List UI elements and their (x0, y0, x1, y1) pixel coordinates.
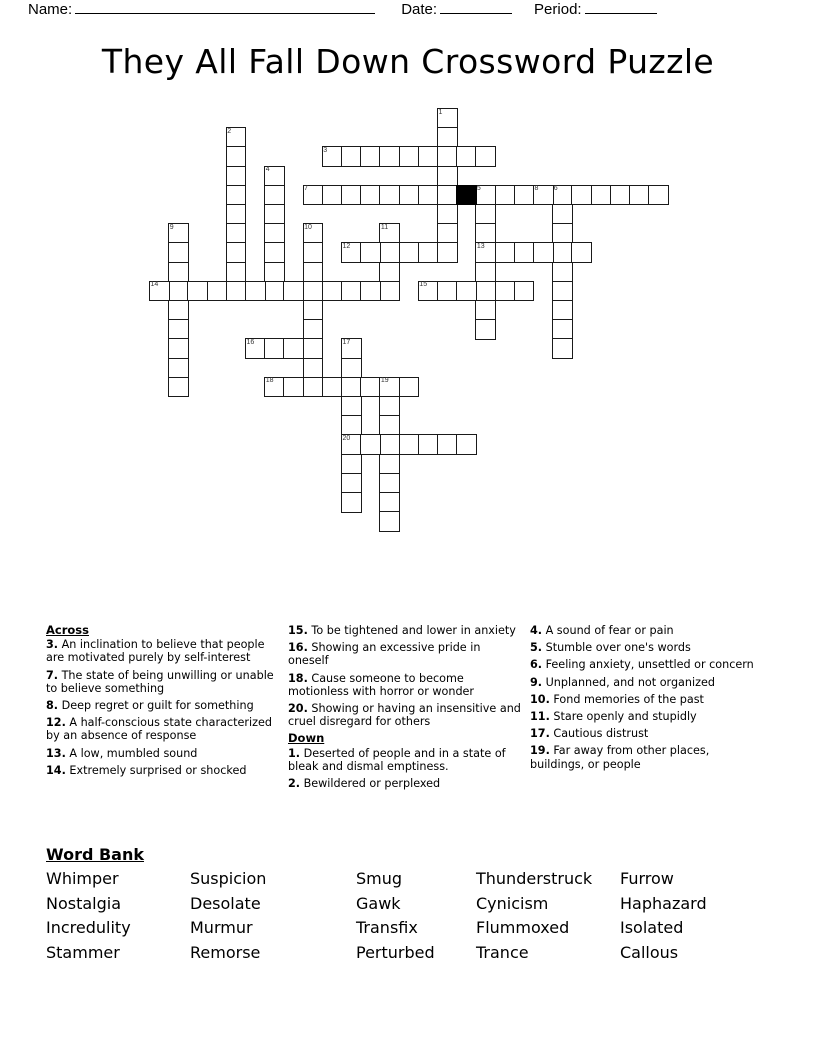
grid-cell[interactable] (514, 242, 535, 263)
grid-clue-number: 12 (342, 242, 351, 250)
grid-cell[interactable] (264, 338, 285, 359)
clue-text: Cautious distrust (549, 727, 649, 741)
clue-text: A sound of fear or pain (542, 624, 674, 637)
grid-cell[interactable] (341, 185, 362, 206)
grid-cell[interactable] (226, 166, 247, 187)
clue-number: 7. (46, 668, 59, 682)
grid-cell[interactable] (475, 281, 496, 302)
grid-cell[interactable] (475, 242, 496, 263)
grid-clue-number: 8 (534, 185, 539, 193)
grid-cell[interactable] (437, 281, 458, 302)
grid-cell[interactable] (226, 242, 247, 263)
grid-cell[interactable] (379, 396, 400, 417)
grid-cell[interactable] (379, 492, 400, 513)
clue-text: An inclination to believe that people are motivated purely by self-interest (46, 638, 265, 665)
clue-number: 6. (530, 658, 543, 672)
word-bank-title: Word Bank (46, 845, 145, 864)
grid-cell[interactable] (437, 185, 458, 206)
word-bank-word: Smug (356, 869, 403, 888)
grid-cell[interactable] (552, 223, 573, 244)
grid-cell[interactable] (303, 223, 324, 244)
word-bank-word: Isolated (620, 918, 684, 937)
grid-cell[interactable] (341, 396, 362, 417)
grid-cell[interactable] (341, 146, 362, 167)
grid-cell[interactable] (303, 300, 324, 321)
grid-cell[interactable] (264, 204, 285, 225)
clue-number: 11. (530, 710, 550, 724)
grid-cell[interactable] (437, 146, 458, 167)
grid-cell[interactable] (264, 281, 285, 302)
grid-cell[interactable] (379, 281, 400, 302)
grid-clue-number: 1 (438, 108, 443, 116)
clue-column-3 (530, 624, 766, 775)
grid-cell[interactable] (571, 242, 592, 263)
grid-clue-number: 13 (476, 242, 485, 250)
clue-number: 4. (530, 624, 543, 637)
clue-item (530, 641, 766, 654)
grid-cell[interactable] (571, 185, 592, 206)
grid-cell[interactable] (264, 262, 285, 283)
clue-item (530, 693, 766, 706)
clue-text: A half-conscious state characterized by an absence of response (46, 716, 272, 743)
clue-item (46, 699, 282, 712)
grid-cell[interactable] (322, 377, 343, 398)
grid-clue-number: 5 (476, 185, 481, 193)
clue-column-1 (46, 624, 282, 781)
clue-item (288, 747, 524, 773)
grid-cell[interactable] (475, 204, 496, 225)
clue-number: 17. (530, 727, 550, 741)
grid-cell[interactable] (379, 146, 400, 167)
grid-cell[interactable] (456, 146, 477, 167)
date-label: Date: (401, 1, 438, 18)
grid-clue-number: 18 (265, 377, 274, 385)
grid-cell[interactable] (322, 281, 343, 302)
grid-cell[interactable] (418, 242, 439, 263)
grid-clue-number: 2 (227, 127, 232, 135)
grid-cell[interactable] (283, 377, 304, 398)
clue-text: Showing an excessive pride in oneself (288, 641, 481, 668)
word-bank-word: Nostalgia (46, 893, 122, 913)
grid-cell[interactable] (226, 127, 247, 148)
grid-cell[interactable] (168, 242, 189, 263)
grid-cell[interactable] (322, 185, 343, 206)
grid-cell[interactable] (207, 281, 228, 302)
grid-cell[interactable] (226, 146, 247, 167)
clue-text: Far away from other places, buildings, or people (530, 744, 710, 771)
grid-cell[interactable] (456, 434, 477, 455)
clue-text: Fond memories of the past (549, 692, 704, 706)
across-heading: Across (46, 623, 89, 637)
word-bank-word: Flummoxed (476, 918, 570, 937)
grid-cell[interactable] (399, 242, 420, 263)
word-bank-word: Callous (620, 942, 679, 962)
clue-item (530, 727, 766, 740)
grid-cell[interactable] (552, 262, 573, 283)
grid-cell[interactable] (648, 185, 669, 206)
clue-number: 3. (46, 638, 59, 652)
grid-cell[interactable] (379, 242, 400, 263)
grid-cell[interactable] (475, 185, 496, 206)
word-bank-word: Stammer (46, 942, 120, 962)
word-bank-word: Suspicion (190, 869, 267, 888)
grid-cell[interactable] (379, 377, 400, 398)
clue-text: Unplanned, and not organized (542, 675, 715, 689)
clue-item (46, 638, 282, 664)
clue-item (530, 624, 766, 637)
grid-cell[interactable] (379, 223, 400, 244)
clue-text: Showing or having an insensitive and cruel disregard for others (288, 702, 521, 729)
clue-text: The state of being unwilling or unable to believe something (46, 668, 274, 695)
word-bank-grid (46, 867, 786, 964)
grid-cell[interactable] (360, 185, 381, 206)
grid-cell[interactable] (552, 300, 573, 321)
grid-cell[interactable] (514, 281, 535, 302)
grid-cell[interactable] (360, 281, 381, 302)
clue-number: 13. (46, 746, 66, 760)
clue-number: 12. (46, 716, 66, 730)
grid-cell[interactable] (552, 338, 573, 359)
grid-cell[interactable] (399, 434, 420, 455)
clue-text: Deep regret or guilt for something (58, 699, 254, 713)
clue-text: Stumble over one's words (542, 641, 691, 655)
word-bank-word: Murmur (190, 918, 253, 937)
grid-clue-number: 4 (265, 166, 270, 174)
grid-cell[interactable] (341, 473, 362, 494)
name-label: Name: (28, 1, 73, 18)
clue-number: 5. (530, 641, 543, 655)
grid-cell[interactable] (514, 185, 535, 206)
grid-cell[interactable] (418, 434, 439, 455)
grid-clue-number: 9 (169, 223, 174, 231)
clue-text: Extremely surprised or shocked (65, 763, 247, 777)
grid-cell[interactable] (533, 185, 554, 206)
grid-cell[interactable] (379, 415, 400, 436)
grid-cell[interactable] (283, 338, 304, 359)
grid-cell[interactable] (303, 185, 324, 206)
grid-cell[interactable] (168, 262, 189, 283)
grid-clue-number: 20 (342, 434, 351, 442)
clue-item (46, 716, 282, 742)
grid-cell[interactable] (360, 242, 381, 263)
clue-number: 2. (288, 777, 301, 791)
grid-cell[interactable] (552, 242, 573, 263)
clue-number: 1. (288, 746, 301, 760)
word-bank-word: Gawk (356, 893, 401, 913)
clue-number: 10. (530, 692, 550, 706)
grid-cell[interactable] (322, 146, 343, 167)
grid-cell[interactable] (245, 281, 266, 302)
clue-item (288, 641, 524, 667)
grid-cell[interactable] (168, 377, 189, 398)
grid-cell[interactable] (475, 319, 496, 340)
grid-clue-number: 17 (342, 338, 351, 346)
clue-item (530, 658, 766, 671)
clue-text: A low, mumbled sound (65, 746, 198, 760)
clues-section (0, 624, 816, 834)
clue-text: Stare openly and stupidly (549, 710, 697, 724)
grid-clue-number: 6 (553, 185, 558, 193)
word-bank-section (46, 845, 786, 964)
grid-cell[interactable] (245, 338, 266, 359)
grid-cell[interactable] (379, 185, 400, 206)
clue-item (46, 764, 282, 777)
clue-item (530, 744, 766, 770)
grid-cell[interactable] (437, 434, 458, 455)
grid-cell[interactable] (475, 146, 496, 167)
word-bank-word: Whimper (46, 869, 119, 888)
grid-cell[interactable] (264, 185, 285, 206)
grid-cell[interactable] (379, 434, 400, 455)
clue-number: 18. (288, 671, 308, 685)
grid-cell[interactable] (475, 262, 496, 283)
grid-cell[interactable] (591, 185, 612, 206)
clue-number: 9. (530, 675, 543, 689)
clue-item (46, 669, 282, 695)
grid-cell[interactable] (629, 185, 650, 206)
grid-cell[interactable] (226, 281, 247, 302)
clue-text: Feeling anxiety, unsettled or concern (542, 658, 754, 672)
grid-clue-number: 3 (323, 146, 328, 154)
grid-cell[interactable] (187, 281, 208, 302)
word-bank-word: Remorse (190, 942, 261, 962)
grid-clue-number: 10 (304, 223, 312, 231)
grid-cell[interactable] (303, 358, 324, 379)
clue-item (288, 672, 524, 698)
grid-cell[interactable] (341, 415, 362, 436)
grid-cell[interactable] (283, 281, 304, 302)
grid-cell[interactable] (399, 146, 420, 167)
grid-cell[interactable] (418, 185, 439, 206)
grid-cell[interactable] (552, 281, 573, 302)
clue-number: 14. (46, 763, 66, 777)
grid-cell[interactable] (168, 319, 189, 340)
grid-cell[interactable] (264, 377, 285, 398)
clue-number: 16. (288, 641, 308, 655)
clue-text: Deserted of people and in a state of bleak and dismal emptiness. (288, 746, 506, 773)
grid-cell[interactable] (610, 185, 631, 206)
grid-cell[interactable] (341, 434, 362, 455)
clue-text: Bewildered or perplexed (300, 777, 441, 791)
word-bank-word: Cynicism (476, 893, 549, 913)
grid-cell[interactable] (360, 146, 381, 167)
clue-number: 8. (46, 699, 59, 713)
word-bank-word: Furrow (620, 869, 674, 888)
grid-cell[interactable] (168, 300, 189, 321)
clue-text: Cause someone to become motionless with horror or wonder (288, 671, 475, 698)
grid-cell[interactable] (226, 223, 247, 244)
grid-clue-number: 15 (419, 281, 428, 289)
grid-cell[interactable] (341, 242, 362, 263)
grid-cell[interactable] (149, 281, 170, 302)
grid-cell[interactable] (437, 242, 458, 263)
grid-cell[interactable] (475, 223, 496, 244)
grid-cell[interactable] (552, 319, 573, 340)
grid-cell[interactable] (303, 242, 324, 263)
clue-item (288, 624, 524, 637)
grid-cell[interactable] (168, 358, 189, 379)
grid-cell[interactable] (533, 242, 554, 263)
word-bank-word: Thunderstruck (476, 869, 593, 888)
grid-cell[interactable] (495, 185, 516, 206)
grid-cell[interactable] (303, 262, 324, 283)
clue-item (288, 777, 524, 790)
grid-cell[interactable] (379, 511, 400, 532)
grid-cell[interactable] (437, 204, 458, 225)
grid-cell[interactable] (226, 204, 247, 225)
grid-cell[interactable] (399, 377, 420, 398)
grid-cell[interactable] (168, 338, 189, 359)
word-bank-word: Incredulity (46, 918, 131, 937)
word-bank-word: Perturbed (356, 942, 435, 962)
grid-cell[interactable] (552, 185, 573, 206)
grid-cell[interactable] (418, 281, 439, 302)
grid-cell[interactable] (341, 492, 362, 513)
grid-cell[interactable] (399, 185, 420, 206)
grid-clue-number: 19 (380, 377, 389, 385)
grid-cell[interactable] (379, 454, 400, 475)
clue-column-2 (288, 624, 524, 794)
grid-cell[interactable] (418, 146, 439, 167)
grid-cell[interactable] (360, 434, 381, 455)
clue-text: To be tightened and lower in anxiety (307, 624, 516, 637)
grid-cell[interactable] (264, 166, 285, 187)
clue-item (288, 702, 524, 728)
grid-clue-number: 14 (150, 281, 159, 289)
grid-cell[interactable] (226, 262, 247, 283)
grid-cell[interactable] (264, 223, 285, 244)
grid-cell[interactable] (303, 319, 324, 340)
grid-cell[interactable] (552, 204, 573, 225)
grid-cell[interactable] (437, 127, 458, 148)
clue-number: 19. (530, 744, 550, 758)
word-bank-word: Trance (476, 942, 529, 962)
clue-number: 15. (288, 624, 308, 637)
grid-cell[interactable] (456, 281, 477, 302)
grid-clue-number: 11 (380, 223, 389, 231)
grid-cell[interactable] (168, 223, 189, 244)
clue-item (46, 747, 282, 760)
grid-cell[interactable] (341, 454, 362, 475)
word-bank-word: Transfix (356, 918, 418, 937)
grid-cell[interactable] (437, 108, 458, 129)
grid-cell[interactable] (303, 281, 324, 302)
clue-number: 20. (288, 702, 308, 716)
word-bank-word: Haphazard (620, 893, 707, 913)
grid-cell[interactable] (437, 223, 458, 244)
grid-block-cell (456, 185, 477, 206)
page-title: They All Fall Down Crossword Puzzle (101, 42, 715, 81)
grid-clue-number: 7 (304, 185, 308, 193)
grid-cell[interactable] (360, 377, 381, 398)
word-bank-word: Desolate (190, 893, 261, 913)
grid-cell[interactable] (341, 338, 362, 359)
grid-cell[interactable] (379, 262, 400, 283)
grid-cell[interactable] (341, 358, 362, 379)
grid-cell[interactable] (303, 338, 324, 359)
grid-cell[interactable] (168, 281, 189, 302)
grid-cell[interactable] (226, 185, 247, 206)
clue-item (530, 676, 766, 689)
grid-cell[interactable] (495, 281, 516, 302)
period-label: Period: (534, 1, 582, 18)
grid-cell[interactable] (437, 166, 458, 187)
grid-cell[interactable] (264, 242, 285, 263)
grid-cell[interactable] (341, 281, 362, 302)
clue-item (530, 710, 766, 723)
grid-cell[interactable] (495, 242, 516, 263)
down-heading: Down (288, 731, 325, 746)
grid-cell[interactable] (475, 300, 496, 321)
grid-cell[interactable] (303, 377, 324, 398)
grid-cell[interactable] (341, 377, 362, 398)
grid-clue-number: 16 (246, 338, 255, 346)
grid-cell[interactable] (379, 473, 400, 494)
